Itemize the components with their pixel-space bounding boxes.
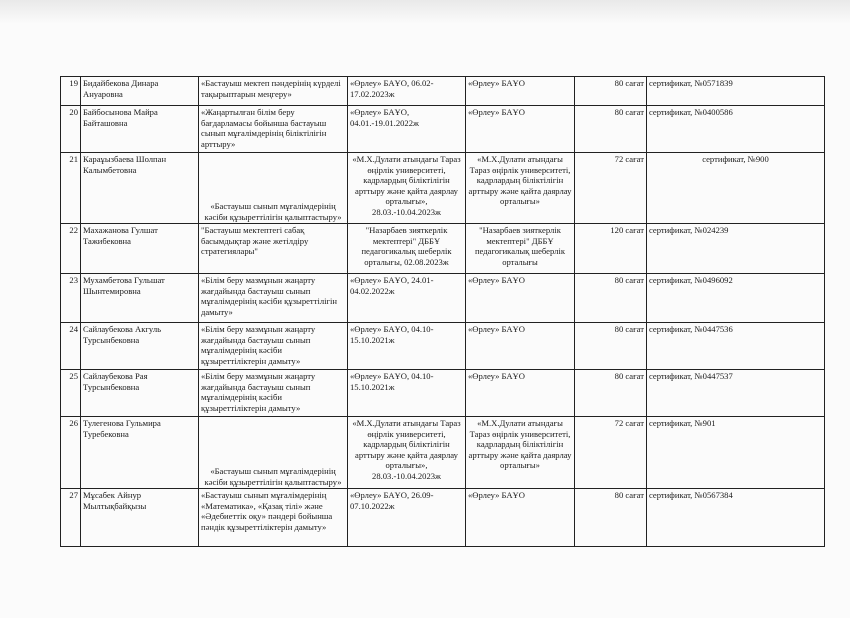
- course-hours: 80 сағат: [575, 106, 647, 153]
- course-title: «Бастауыш сынып мұғалімдерінің кәсіби құзыреттілігін қалыптастыру»: [199, 417, 348, 489]
- course-period: «Өрлеу» БАҰО, 06.02-17.02.2023ж: [348, 77, 466, 106]
- row-number: 19: [61, 77, 81, 106]
- teacher-name: Сайлаубекова Акгуль Турсынбековна: [81, 323, 199, 370]
- organizer: "Назарбаев зияткерлік мектептері" ДББҰ педагогикалық шеберлік орталығы: [466, 224, 575, 274]
- organizer: «Өрлеу» БАҰО: [466, 77, 575, 106]
- row-number: 22: [61, 224, 81, 274]
- table-row: [61, 417, 825, 489]
- organizer: «Өрлеу» БАҰО: [466, 106, 575, 153]
- teacher-name: Мұсабек Айнур Мылтықбайқызы: [81, 489, 199, 547]
- certificate: сертификат, №900: [647, 153, 825, 224]
- teacher-name: Мухамбетова Гульшат Шынтемировна: [81, 274, 199, 323]
- table-row: [61, 489, 825, 547]
- training-records-table: [60, 76, 825, 547]
- row-number: 25: [61, 370, 81, 417]
- teacher-name: Тулегенова Гульмира Туребековна: [81, 417, 199, 489]
- course-period: «М.Х.Дулати атындағы Тараз өңірлік университеті, кадрлардың біліктілігін арттыру және қайта даярлау орталығы», 28.03.-10.04.2023ж: [348, 153, 466, 224]
- certificate: сертификат, №0571839: [647, 77, 825, 106]
- certificate: сертификат, №0447536: [647, 323, 825, 370]
- course-period: «М.Х.Дулати атындағы Тараз өңірлік университеті, кадрлардың біліктілігін арттыру және қайта даярлау орталығы», 28.03.-10.04.2023ж: [348, 417, 466, 489]
- organizer: «Өрлеу» БАҰО: [466, 323, 575, 370]
- table-row: [61, 224, 825, 274]
- teacher-name: Байбосынова Майра Байташовна: [81, 106, 199, 153]
- course-title: «Жаңартылған білім беру бағдарламасы бойынша бастауыш сынып мұғалімдерінің біліктілігін арттыру»: [199, 106, 348, 153]
- course-period: «Өрлеу» БАҰО, 24.01-04.02.2022ж: [348, 274, 466, 323]
- organizer: «М.Х.Дулати атындағы Тараз өңірлік университеті, кадрлардың біліктілігін арттыру және қайта даярлау орталығы»: [466, 153, 575, 224]
- teacher-name: Сайлаубекова Рая Турсынбековна: [81, 370, 199, 417]
- course-title: «Білім беру мазмұнын жаңарту жағдайында бастауыш сынып мұғалімдерінің кәсіби құзыреттілігін дамыту»: [199, 274, 348, 323]
- course-hours: 80 сағат: [575, 323, 647, 370]
- certificate: сертификат, №024239: [647, 224, 825, 274]
- course-title: «Бастауыш сынып мұғалімдерінің «Математика», «Қазақ тілі» және «Әдебиеттік оқу» пәндері бойынша пәндік құзыреттіліктерін дамыту»: [199, 489, 348, 547]
- table-row: [61, 323, 825, 370]
- course-title: «Білім беру мазмұнын жаңарту жағдайында бастауыш сынып мұғалімдерінің кәсіби құзыреттіліктерін дамыту»: [199, 370, 348, 417]
- teacher-name: Махажанова Гулшат Тажибековна: [81, 224, 199, 274]
- table-row: [61, 370, 825, 417]
- teacher-name: Караұызбаева Шолпан Калымбетовна: [81, 153, 199, 224]
- teacher-name: Бидайбекова Динара Ануаровна: [81, 77, 199, 106]
- row-number: 24: [61, 323, 81, 370]
- scan-top-shadow: [0, 0, 850, 24]
- table-row: [61, 77, 825, 106]
- course-period: «Өрлеу» БАҰО, 04.10-15.10.2021ж: [348, 370, 466, 417]
- course-period: «Өрлеу» БАҰО, 04.10-15.10.2021ж: [348, 323, 466, 370]
- course-period: «Өрлеу» БАҰО, 26.09-07.10.2022ж: [348, 489, 466, 547]
- row-number: 23: [61, 274, 81, 323]
- course-hours: 80 сағат: [575, 489, 647, 547]
- course-period: «Өрлеу» БАҰО, 04.01.-19.01.2022ж: [348, 106, 466, 153]
- course-hours: 120 сағат: [575, 224, 647, 274]
- table-row: [61, 153, 825, 224]
- table-row: [61, 274, 825, 323]
- row-number: 27: [61, 489, 81, 547]
- certificate: сертификат, №0447537: [647, 370, 825, 417]
- organizer: «М.Х.Дулати атындағы Тараз өңірлік университеті, кадрлардың біліктілігін арттыру және қайта даярлау орталығы»: [466, 417, 575, 489]
- course-title: «Білім беру мазмұнын жаңарту жағдайында бастауыш сынып мұғалімдерінің кәсіби құзыреттіліктерін дамыту»: [199, 323, 348, 370]
- course-hours: 72 сағат: [575, 153, 647, 224]
- organizer: «Өрлеу» БАҰО: [466, 274, 575, 323]
- certificate: сертификат, №0496092: [647, 274, 825, 323]
- course-hours: 80 сағат: [575, 274, 647, 323]
- course-hours: 80 сағат: [575, 370, 647, 417]
- course-hours: 80 сағат: [575, 77, 647, 106]
- row-number: 21: [61, 153, 81, 224]
- organizer: «Өрлеу» БАҰО: [466, 489, 575, 547]
- table-row: [61, 106, 825, 153]
- row-number: 20: [61, 106, 81, 153]
- certificate: сертификат, №0400586: [647, 106, 825, 153]
- course-title: "Бастауыш мектептегі сабақ басымдықтар және жетілдіру стратегиялары": [199, 224, 348, 274]
- certificate: сертификат, №0567384: [647, 489, 825, 547]
- course-title: «Бастауыш сынып мұғалімдерінің кәсіби құзыреттілігін қалыптастыру»: [199, 153, 348, 224]
- row-number: 26: [61, 417, 81, 489]
- course-period: "Назарбаев зияткерлік мектептері" ДББҰ педагогикалық шеберлік орталығы, 02.08.2023ж: [348, 224, 466, 274]
- certificate: сертификат, №901: [647, 417, 825, 489]
- course-hours: 72 сағат: [575, 417, 647, 489]
- course-title: «Бастауыш мектеп пәндерінің күрделі тақырыптарын меңгеру»: [199, 77, 348, 106]
- organizer: «Өрлеу» БАҰО: [466, 370, 575, 417]
